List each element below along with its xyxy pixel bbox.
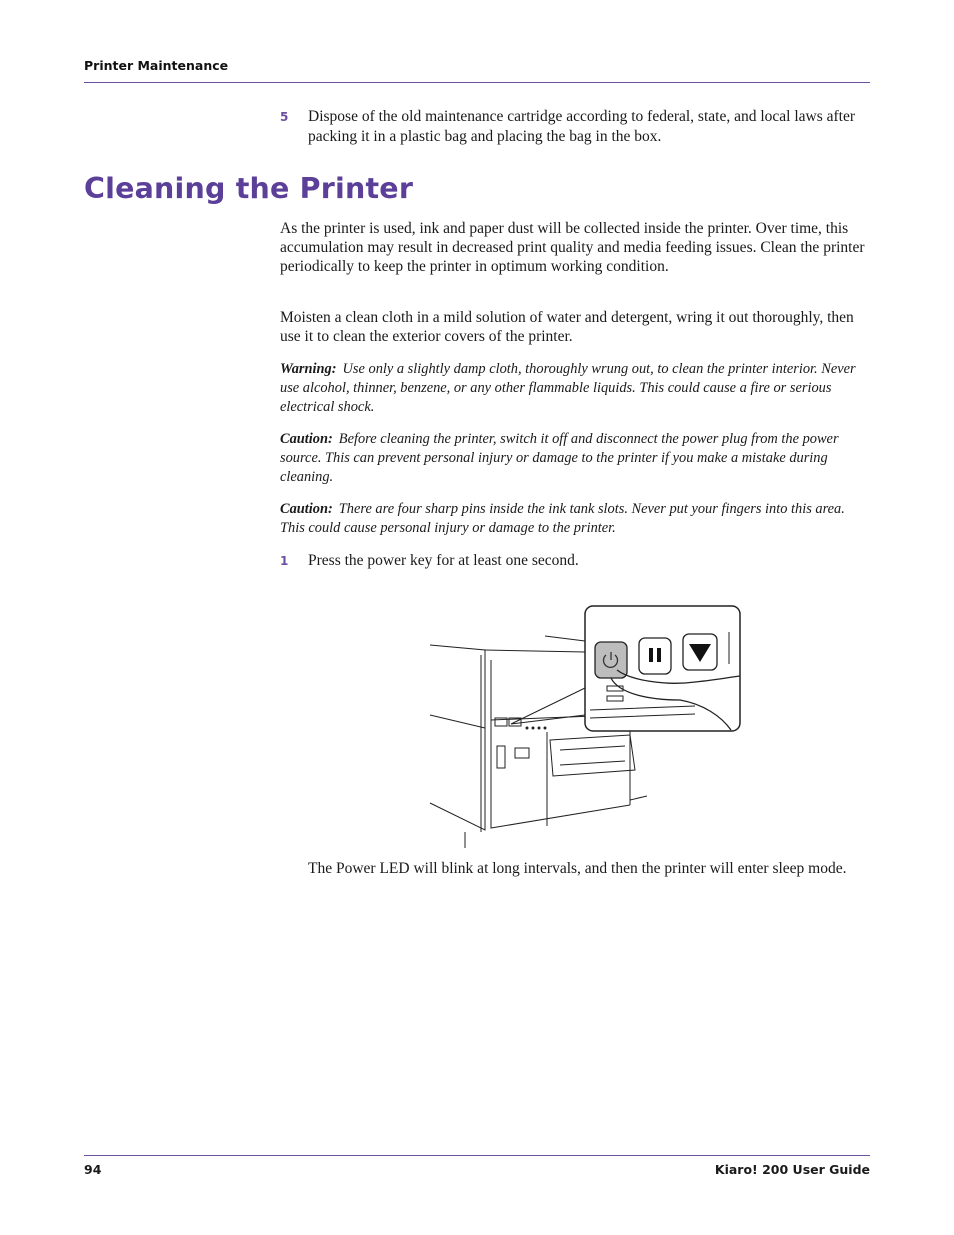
printer-power-key-illustration — [425, 600, 745, 852]
printer-side-line — [430, 715, 485, 728]
guide-title: Kiaro! 200 User Guide — [714, 1162, 870, 1177]
callout-leader — [545, 636, 585, 641]
pause-button — [639, 638, 671, 674]
ink-bay-opening — [550, 735, 635, 776]
section-heading: Cleaning the Printer — [84, 172, 414, 205]
note-label: Caution: — [280, 501, 333, 517]
warning-note — [280, 360, 870, 417]
note-text: Before cleaning the printer, switch it off and disconnect the power plug from the power source. This can prevent personal injury or damage to the printer if you make a mistake during cleaning. — [280, 431, 839, 485]
printer-side-outline — [430, 645, 485, 830]
running-header: Printer Maintenance — [84, 58, 229, 73]
step-number: 1 — [280, 554, 289, 568]
result-text: The Power LED will blink at long intervals, and then the printer will enter sleep mode. — [308, 860, 847, 877]
footer-rule — [84, 1155, 870, 1156]
printer-top-edge — [485, 650, 585, 652]
step-number: 5 — [280, 110, 289, 124]
page-number: 94 — [84, 1162, 102, 1177]
caution-note — [280, 500, 870, 538]
printer-slots — [497, 746, 529, 768]
intro-paragraph: As the printer is used, ink and paper dust will be collected inside the printer. Over time, this accumulation may result in decreased print quality and media feeding issues. Clean the printer periodically to keep the printer in optimum working condition. — [280, 220, 865, 275]
leader-line — [630, 796, 647, 800]
step-1 — [280, 551, 870, 571]
ink-bay-detail — [560, 746, 625, 765]
note-label: Warning: — [280, 361, 337, 377]
zoom-lines — [511, 688, 585, 724]
step-text: Press the power key for at least one second. — [308, 552, 579, 569]
caution-note — [280, 430, 870, 487]
header-rule — [84, 82, 870, 83]
note-label: Caution: — [280, 431, 333, 447]
cleaning-paragraph: Moisten a clean cloth in a mild solution of water and detergent, wring it out thoroughly, then use it to clean the exterior covers of the printer. — [280, 309, 854, 345]
note-text: Use only a slightly damp cloth, thoroughly wrung out, to clean the printer interior. Never use alcohol, thinner, benzene, or any other flammable liquids. This could cause a fire or serious electrical shock. — [280, 361, 856, 415]
step-5 — [280, 107, 870, 146]
step-text: Dispose of the old maintenance cartridge according to federal, state, and local laws after packing it in a plastic bag and placing the bag in the box. — [308, 108, 856, 145]
note-text: There are four sharp pins inside the ink tank slots. Never put your fingers into this area. This could cause personal injury or damage to the printer. — [280, 501, 845, 536]
